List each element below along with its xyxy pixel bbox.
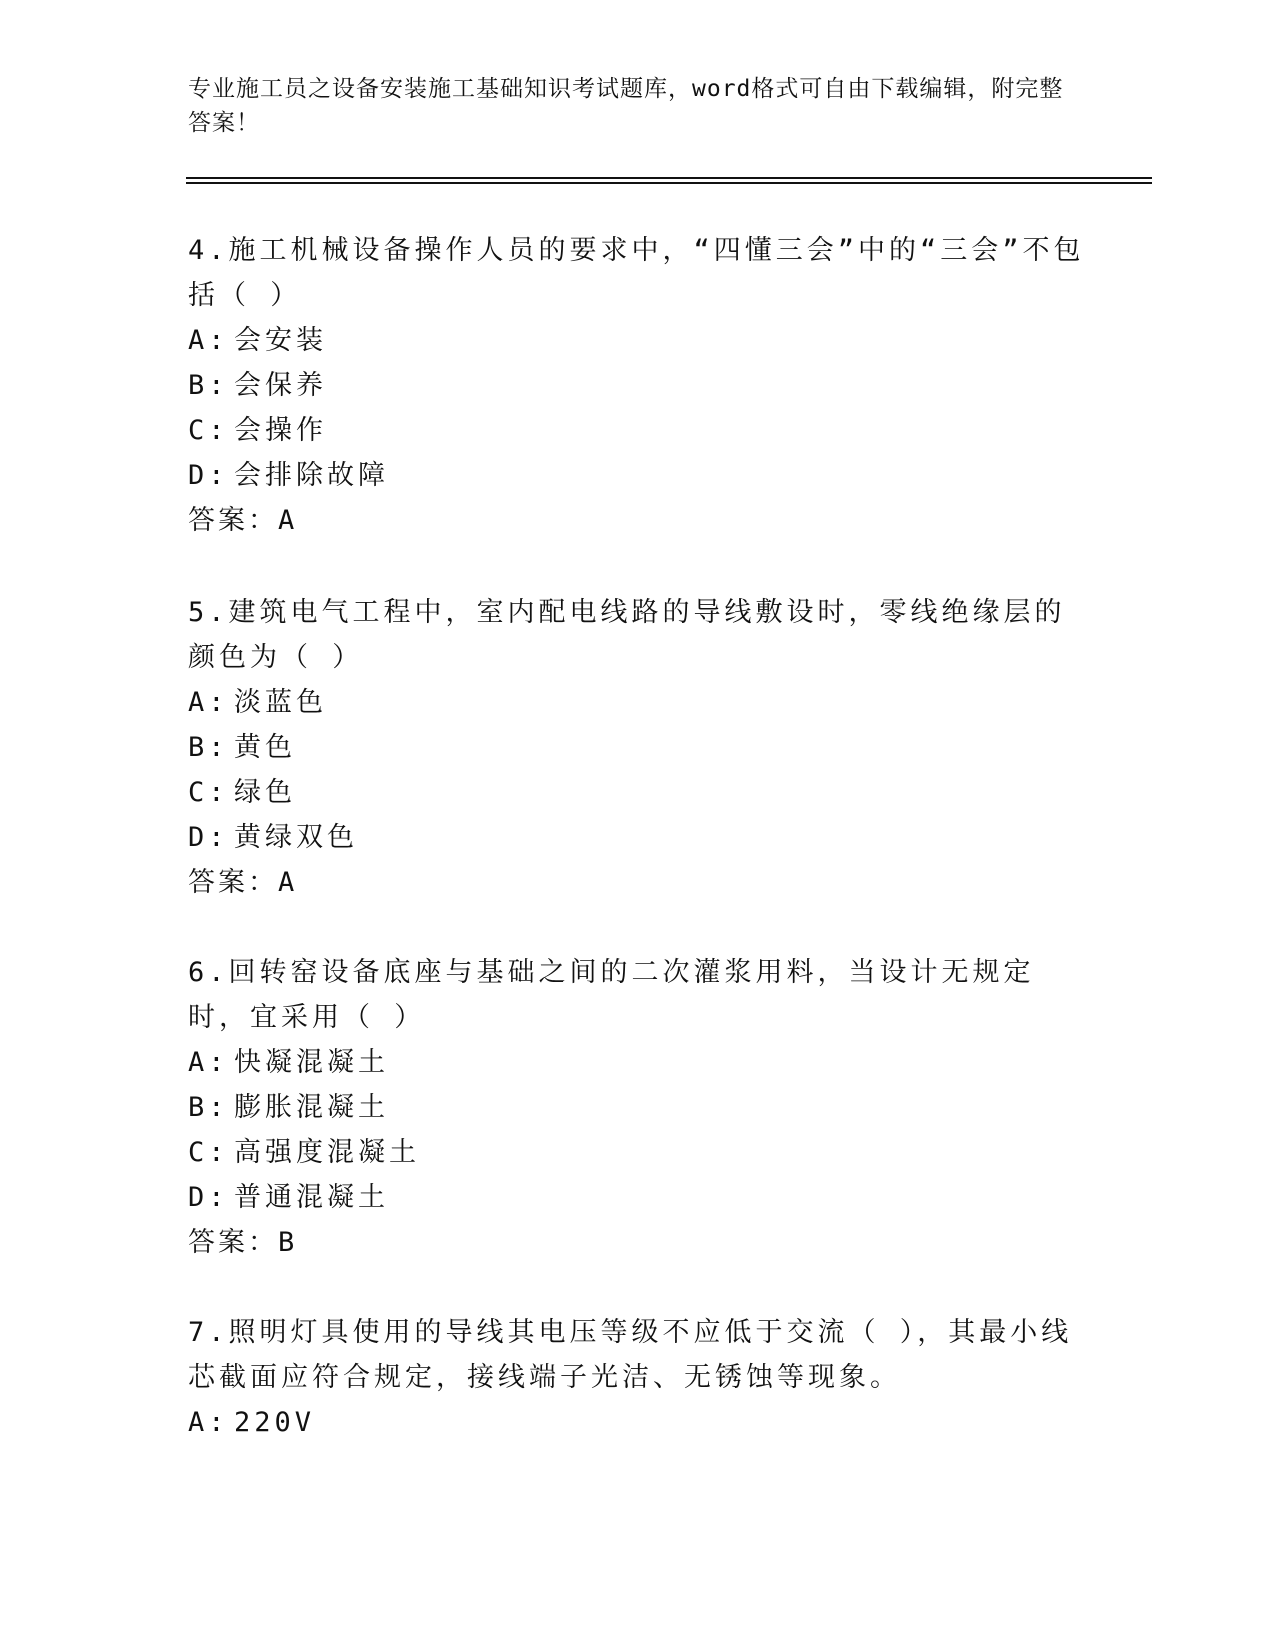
option-c <box>188 770 1088 815</box>
option-a <box>188 1040 1088 1085</box>
question-6 <box>188 950 1088 1265</box>
question-5 <box>188 590 1088 905</box>
option-text: 会保养 <box>234 370 327 401</box>
option-d <box>188 453 1088 498</box>
answer-line <box>188 498 1088 543</box>
option-c <box>188 1130 1088 1175</box>
option-key: D: <box>188 1182 229 1213</box>
header-divider-bottom <box>186 182 1152 184</box>
option-text: 黄色 <box>234 732 296 763</box>
option-d <box>188 1175 1088 1220</box>
option-text: 普通混凝土 <box>234 1182 389 1213</box>
option-key: D: <box>188 822 229 853</box>
option-key: C: <box>188 777 229 808</box>
option-text: 黄绿双色 <box>234 822 358 853</box>
answer-line <box>188 860 1088 905</box>
question-7 <box>188 1310 1088 1445</box>
option-a <box>188 318 1088 363</box>
question-stem: 6.回转窑设备底座与基础之间的二次灌浆用料，当设计无规定时，宜采用（ ） <box>188 957 1035 1033</box>
option-a <box>188 1400 1088 1445</box>
answer-value: B <box>278 1227 298 1258</box>
option-key: A: <box>188 325 229 356</box>
option-b <box>188 1085 1088 1130</box>
question-stem: 7.照明灯具使用的导线其电压等级不应低于交流（ ），其最小线芯截面应符合规定，接线端子光洁、无锈蚀等现象。 <box>188 1317 1073 1393</box>
answer-label: 答案： <box>188 867 278 898</box>
option-key: A: <box>188 687 229 718</box>
header-divider-top <box>186 177 1152 179</box>
option-text: 膨胀混凝土 <box>234 1092 389 1123</box>
question-stem: 4.施工机械设备操作人员的要求中，“四懂三会”中的“三会”不包括（ ） <box>188 235 1085 311</box>
answer-label: 答案： <box>188 1227 278 1258</box>
option-key: C: <box>188 1137 229 1168</box>
option-c <box>188 408 1088 453</box>
option-key: B: <box>188 732 229 763</box>
answer-line <box>188 1220 1088 1265</box>
option-text: 快凝混凝土 <box>234 1047 389 1078</box>
option-key: A: <box>188 1407 229 1438</box>
option-text: 220V <box>234 1407 316 1438</box>
option-text: 会操作 <box>234 415 327 446</box>
option-text: 会安装 <box>234 325 327 356</box>
question-4 <box>188 228 1088 543</box>
answer-value: A <box>278 505 298 536</box>
option-key: D: <box>188 460 229 491</box>
option-text: 高强度混凝土 <box>234 1137 420 1168</box>
question-stem: 5.建筑电气工程中，室内配电线路的导线敷设时，零线绝缘层的颜色为（ ） <box>188 597 1066 673</box>
document-header: 专业施工员之设备安装施工基础知识考试题库，word格式可自由下载编辑，附完整答案！ <box>188 76 1064 136</box>
option-d <box>188 815 1088 860</box>
answer-value: A <box>278 867 298 898</box>
option-key: B: <box>188 1092 229 1123</box>
option-key: A: <box>188 1047 229 1078</box>
option-b <box>188 363 1088 408</box>
option-b <box>188 725 1088 770</box>
option-key: C: <box>188 415 229 446</box>
option-key: B: <box>188 370 229 401</box>
option-text: 会排除故障 <box>234 460 389 491</box>
option-a <box>188 680 1088 725</box>
option-text: 绿色 <box>234 777 296 808</box>
option-text: 淡蓝色 <box>234 687 327 718</box>
answer-label: 答案： <box>188 505 278 536</box>
